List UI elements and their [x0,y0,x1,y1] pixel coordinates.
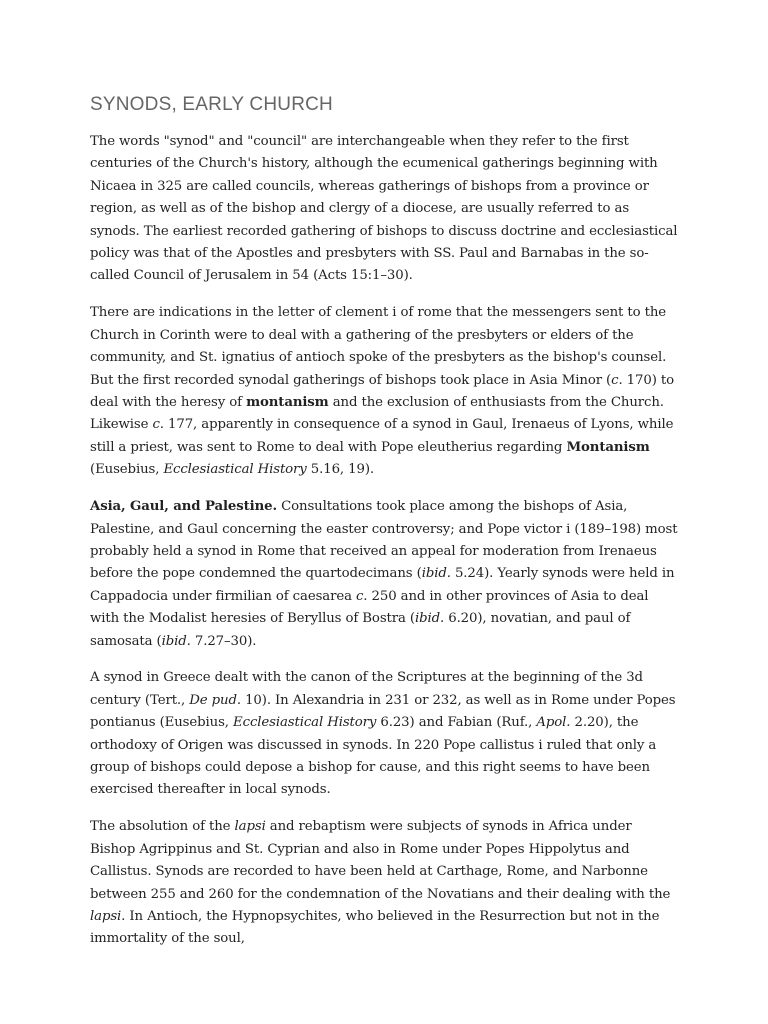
italic-term: De pud. [189,692,241,708]
text-segment: There are indications in the letter of clement i of rome that the messengers sent to the Church in Corinth were to deal with a gathering of the presbyters or elders of the community, and St. ignatius of antioch spoke of the presbyters as the bishop's counsel. But the first recorded synodal gatherings of bishops took place in Asia Minor ( [90,305,667,388]
italic-term: c. [611,372,623,388]
article-title: SYNODS, EARLY CHURCH [90,94,333,115]
italic-term: ibid. [161,633,191,649]
text-segment: 6.23) and Fabian (Ruf., [376,715,537,731]
text-segment: . In Antioch, the Hypnopsychites, who believed in the Resurrection but not in the immortality of the soul, [90,909,660,947]
bold-term: Asia, Gaul, and Palestine. [90,499,277,515]
text-segment: 7.27–30). [190,633,257,649]
text-segment: 170) to deal with the heresy of [90,372,674,410]
paragraph-3 [90,496,680,653]
text-segment: 2.20), the orthodoxy of Origen was discussed in synods. In 220 Pope callistus i ruled that only a group of bishops could depose a bishop for cause, and this right seems to have been exercised thereafter in local synods. [90,715,657,798]
paragraph-4 [90,667,680,801]
italic-term: c. [152,417,164,433]
text-segment: 5.16, 19). [306,462,374,478]
bold-term: montanism [246,394,329,410]
text-segment: 177, apparently in consequence of a synod in Gaul, Irenaeus of Lyons, while still a priest, was sent to Rome to deal with Pope eleutherius regarding [90,417,674,455]
italic-term: lapsi [234,819,266,835]
text-segment: (Eusebius, [90,462,164,478]
bold-term: Montanism [566,439,650,455]
paragraph-2 [90,302,680,481]
italic-term: c. [355,588,368,604]
italic-term: Apol. [536,715,571,731]
text-segment: and rebaptism were subjects of synods in Africa under Bishop Agrippinus and St. Cyprian and also in Rome under Popes Hippolytus and Callistus. Synods are recorded to have been held at Carthage, Rome, and Narbonne between 255 and 260 for the condemnation of the Novatians and their dealing with the [90,819,671,902]
text-segment: 10). In Alexandria in 231 or 232, as well as in Rome under Popes pontianus (Eusebius, [90,692,676,731]
text-segment: Consultations took place among the bishops of Asia, Palestine, and Gaul concerning the easter controversy; and Pope victor i (189–198) most probably held a synod in Rome that received an appeal for moderation from Irenaeus before the pope condemned the quartodecimans ( [90,499,678,582]
text-segment: and the exclusion of enthusiasts from the Church. Likewise [90,394,664,433]
text-segment: 5.24). Yearly synods were held in Cappadocia under firmilian of caesarea [90,566,675,604]
paragraph-1 [90,131,680,288]
text-segment: 6.20), novatian, and paul of samosata ( [90,611,631,649]
text-segment: A synod in Greece dealt with the canon of the Scriptures at the beginning of the 3d century (Tert., [90,670,643,708]
italic-term: ibid. [414,611,445,627]
text-segment: The words "synod" and "council" are interchangeable when they refer to the first centuries of the Church's history, although the ecumenical gatherings beginning with Nicaea in 325 are called councils, whereas gatherings of bishops from a province or region, as well as of the bishop and clergy of a diocese, are usually referred to as synods. The earliest recorded gathering of bishops to discuss doctrine and ecclesiastical policy was that of the Apostles and presbyters with SS. Paul and Barnabas in the so-called Council of Jerusalem in 54 (Acts 15:1–30). [90,134,678,284]
italic-term: Ecclesiastical History [163,462,307,478]
article [90,0,680,951]
paragraph-5 [90,816,680,950]
italic-term: Ecclesiastical History [233,715,377,731]
italic-term: ibid. [421,566,451,582]
text-segment: 250 and in other provinces of Asia to deal with the Modalist heresies of Beryllus of Bostra ( [90,588,649,627]
text-segment: The absolution of the [90,819,235,835]
italic-term: lapsi [90,909,122,924]
